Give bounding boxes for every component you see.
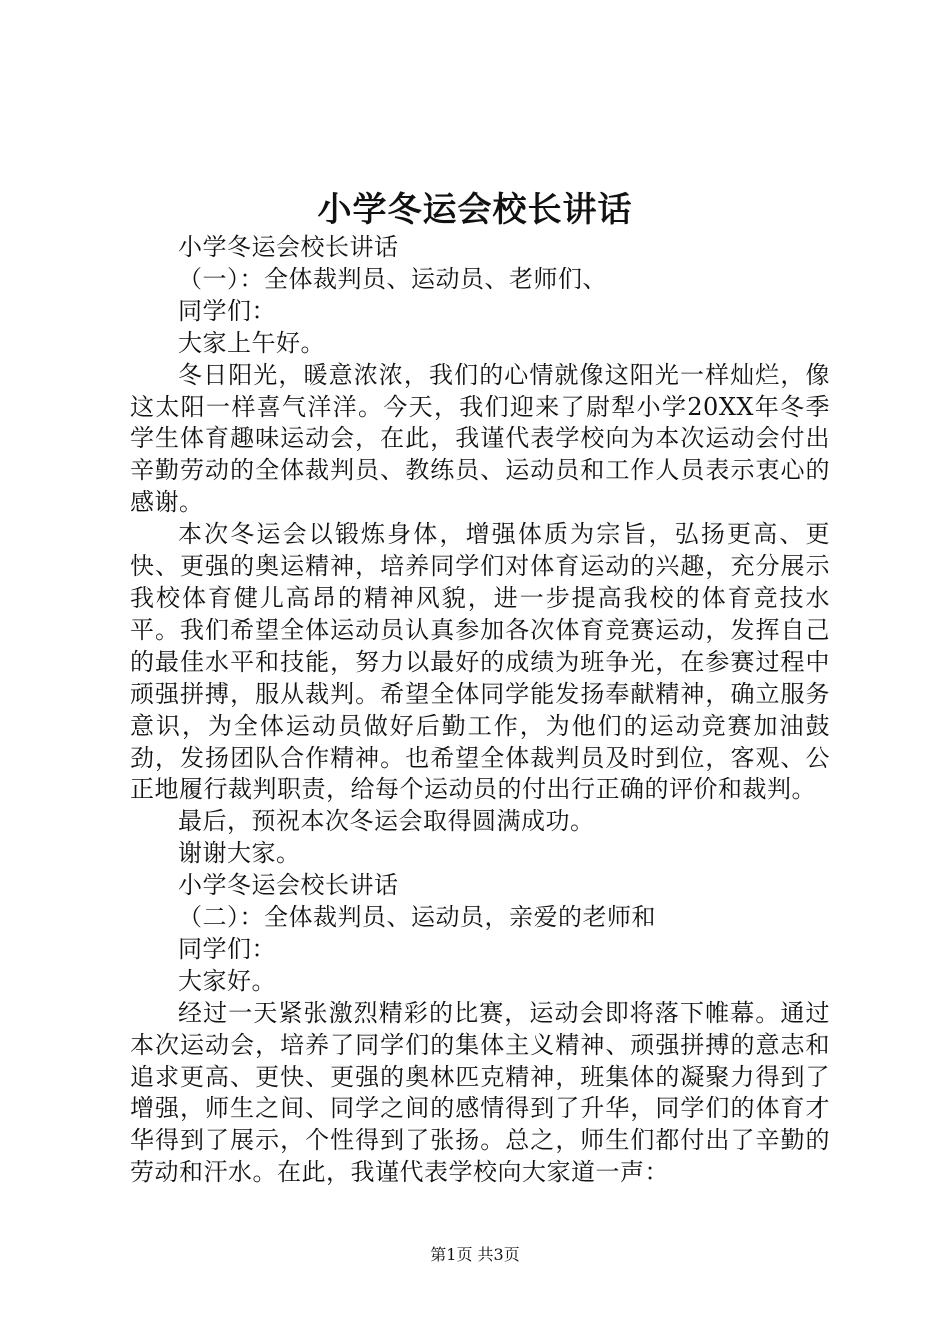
paragraph: 谢谢大家。 — [178, 839, 301, 868]
document-title: 小学冬运会校长讲话 — [317, 190, 633, 230]
paragraph: 同学们： — [178, 934, 276, 963]
paragraph: 同学们： — [178, 296, 276, 325]
paragraph: 小学冬运会校长讲话 — [178, 871, 399, 900]
paragraph: 经过一天紧张激烈精彩的比赛，运动会即将落下帷幕。通过本次运动会，培养了同学们的集体主义精神、顽强拼搏的意志和追求更高、更快、更强的奥林匹克精神，班集体的凝聚力得到了增强，师生之间、同学之间的感情得到了升华，同学们的体育才华得到了展示，个性得到了张扬。总之，师生们都付出了辛勤的劳动和汗水。在此，我谨代表学校向大家道一声： — [130, 998, 830, 1187]
paragraph: 大家好。 — [178, 966, 276, 995]
paragraph: （一）：全体裁判员、运动员、老师们、 — [178, 264, 607, 293]
paragraph: 冬日阳光，暖意浓浓，我们的心情就像这阳光一样灿烂，像这太阳一样喜气洋洋。今天，我们迎来了尉犁小学20XX年冬季学生体育趣味运动会，在此，我谨代表学校向为本次运动会付出辛勤劳动的全体裁判员、教练员、运动员和工作人员表示衷心的感谢。 — [130, 360, 830, 517]
paragraph: 大家上午好。 — [178, 328, 325, 357]
document-body — [130, 232, 830, 1189]
paragraph: 最后，预祝本次冬运会取得圆满成功。 — [178, 807, 595, 836]
paragraph: 本次冬运会以锻炼身体，增强体质为宗旨，弘扬更高、更快、更强的奥运精神，培养同学们对体育运动的兴趣，充分展示我校体育健儿高昂的精神风貌，进一步提高我校的体育竞技水平。我们希望全体运动员认真参加各次体育竞赛运动，发挥自己的最佳水平和技能，努力以最好的成绩为班争光，在参赛过程中顽强拼搏，服从裁判。希望全体同学能发扬奉献精神，确立服务意识，为全体运动员做好后勤工作，为他们的运动竞赛加油鼓劲，发扬团队合作精神。也希望全体裁判员及时到位，客观、公正地履行裁判职责，给每个运动员的付出行正确的评价和裁判。 — [130, 520, 830, 804]
paragraph: （二）：全体裁判员、运动员，亲爱的老师和 — [178, 903, 656, 932]
paragraph: 小学冬运会校长讲话 — [178, 233, 399, 261]
page-footer: 第1页 共3页 — [430, 1245, 520, 1264]
